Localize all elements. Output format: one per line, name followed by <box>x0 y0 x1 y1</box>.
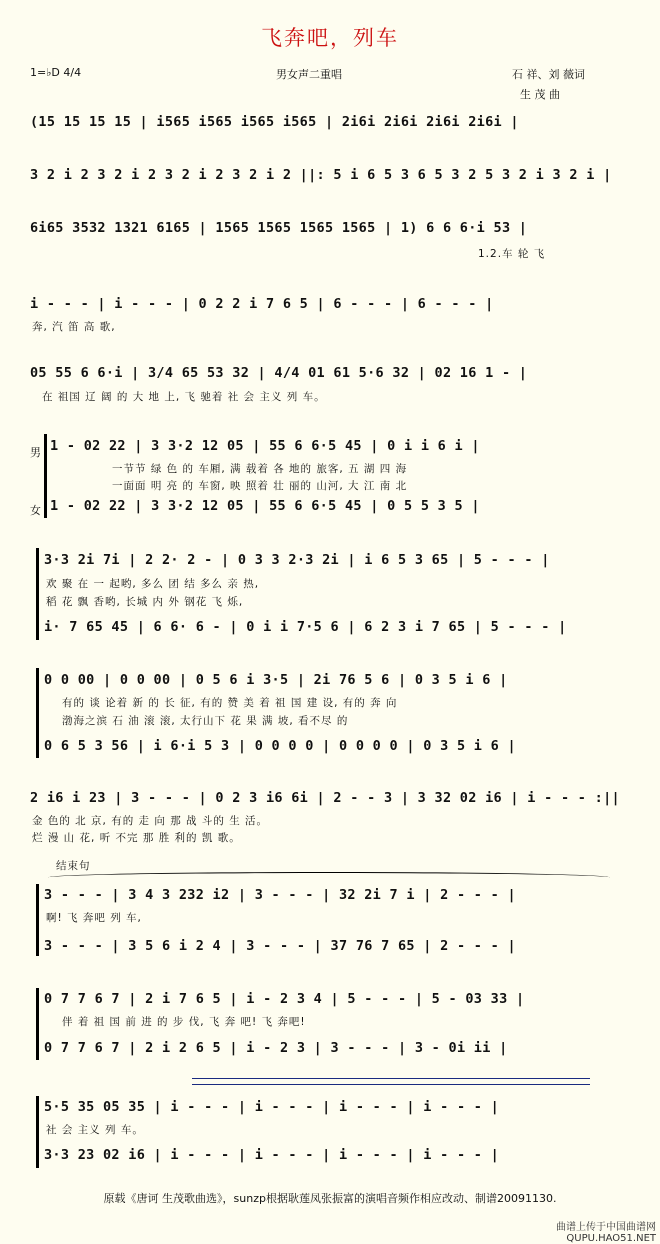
lyric-line-9: 渤海之滨 石 油 滚 滚, 太行山下 花 果 满 坡, 看不尽 的 <box>62 715 349 727</box>
lyric-line-7: 稻 花 飘 香哟, 长城 内 外 钢花 飞 烁, <box>46 596 244 608</box>
system-brace <box>36 548 39 640</box>
score-line-5: 05 55 6 6·i | 3/4 65 53 32 | 4/4 01 61 5·6 32 | 02 16 1 - | <box>30 365 528 381</box>
performance-type: 男女声二重唱 <box>276 68 342 81</box>
female-voice-label: 女 <box>30 504 41 517</box>
score-line-10: 0 0 00 | 0 0 00 | 0 5 6 i 3·5 | 2i 76 5 6 | 0 3 5 i 6 | <box>44 672 508 688</box>
composer-credit: 生 茂 曲 <box>520 88 560 101</box>
score-line-9: i· 7 65 45 | 6 6· 6 - | 0 i i 7·5 6 | 6 2 3 i 7 65 | 5 - - - | <box>44 619 567 635</box>
coda-label: 结束句 <box>56 860 91 872</box>
lyric-line-8: 有的 谈 论着 新 的 长 征, 有的 赞 美 着 祖 国 建 设, 有的 奔 向 <box>62 697 398 709</box>
score-line-11: 0 6 5 3 56 | i 6·i 5 3 | 0 0 0 0 | 0 0 0 0 | 0 3 5 i 6 | <box>44 738 516 754</box>
system-brace <box>36 988 39 1060</box>
watermark <box>556 1222 656 1244</box>
lyric-line-12: 啊! 飞 奔吧 列 车, <box>46 912 142 924</box>
lyric-line-4: 一节节 绿 色 的 车厢, 满 载着 各 地的 旅客, 五 湖 四 海 <box>112 463 408 475</box>
system-brace <box>36 668 39 758</box>
lyricist-credit: 石 祥、刘 薇词 <box>512 68 585 81</box>
score-line-7: 1 - 02 22 | 3 3·2 12 05 | 55 6 6·5 45 | 0 5 5 3 5 | <box>50 498 480 514</box>
score-line-16: 0 7 7 6 7 | 2 i 2 6 5 | i - 2 3 | 3 - - - | 3 - 0i ii | <box>44 1040 508 1056</box>
watermark-line-2: QUPU.HAO51.NET <box>566 1233 656 1244</box>
source-note: 原载《唐诃 生茂歌曲选》，sunzp根据耿莲凤张振富的演唱音频作相应改动、制谱20091130. <box>103 1192 557 1205</box>
score-line-14: 3 - - - | 3 5 6 i 2 4 | 3 - - - | 37 76 7 65 | 2 - - - | <box>44 938 516 954</box>
lyric-line-14: 社 会 主义 列 车。 <box>46 1124 144 1136</box>
lyric-line-3: 在 祖国 辽 阔 的 大 地 上, 飞 驰着 社 会 主义 列 车。 <box>42 391 326 403</box>
system-brace <box>44 434 47 518</box>
male-voice-label: 男 <box>30 446 41 459</box>
song-title: 飞奔吧，列车 <box>261 26 399 50</box>
score-line-4: i - - - | i - - - | 0 2 2 i 7 6 5 | 6 - - - | 6 - - - | <box>30 296 494 312</box>
score-line-2: 3 2 i 2 3 2 i 2 3 2 i 2 3 2 i 2 ||: 5 i 6 5 3 6 5 3 2 5 3 2 i 3 2 i | <box>30 167 612 183</box>
score-line-15: 0 7 7 6 7 | 2 i 7 6 5 | i - 2 3 4 | 5 - - - | 5 - 03 33 | <box>44 991 525 1007</box>
score-line-6: 1 - 02 22 | 3 3·2 12 05 | 55 6 6·5 45 | 0 i i 6 i | <box>50 438 480 454</box>
lyric-line-13: 伴 着 祖 国 前 进 的 步 伐, 飞 奔 吧! 飞 奔吧! <box>62 1016 306 1028</box>
slur-arc <box>48 872 610 883</box>
score-line-8: 3·3 2i 7i | 2 2· 2 - | 0 3 3 2·3 2i | i 6 5 3 65 | 5 - - - | <box>44 552 550 568</box>
lyric-line-1: 1.2.车 轮 飞 <box>478 248 546 260</box>
score-line-13: 3 - - - | 3 4 3 232 i2 | 3 - - - | 32 2i 7 i | 2 - - - | <box>44 887 516 903</box>
score-line-1: (15 15 15 15 | i565 i565 i565 i565 | 2i6i 2i6i 2i6i 2i6i | <box>30 114 519 130</box>
key-signature: 1=♭D 4/4 <box>30 66 82 79</box>
lyric-line-11: 烂 漫 山 花, 听 不完 那 胜 利的 凯 歌。 <box>32 832 241 844</box>
watermark-line-1: 曲谱上传于中国曲谱网 <box>556 1222 656 1233</box>
fermata-line <box>192 1084 590 1085</box>
system-brace <box>36 1096 39 1168</box>
lyric-line-2: 奔, 汽 笛 高 歌, <box>32 321 116 333</box>
fermata-line <box>192 1078 590 1079</box>
system-brace <box>36 884 39 956</box>
lyric-line-6: 欢 聚 在 一 起哟, 多么 团 结 多么 亲 热, <box>46 578 260 590</box>
score-line-17: 5·5 35 05 35 | i - - - | i - - - | i - - - | i - - - | <box>44 1099 500 1115</box>
score-line-18: 3·3 23 02 i6 | i - - - | i - - - | i - - - | i - - - | <box>44 1147 500 1163</box>
score-line-3: 6i65 3532 1321 6165 | 1565 1565 1565 1565 | 1) 6 6 6·i 53 | <box>30 220 528 236</box>
lyric-line-10: 金 色的 北 京, 有的 走 向 那 战 斗的 生 活。 <box>32 815 269 827</box>
score-line-12: 2 i6 i 23 | 3 - - - | 0 2 3 i6 6i | 2 - - 3 | 3 32 02 i6 | i - - - :|| <box>30 790 620 806</box>
lyric-line-5: 一面面 明 亮 的 车窗, 映 照着 壮 丽的 山河, 大 江 南 北 <box>112 480 408 492</box>
